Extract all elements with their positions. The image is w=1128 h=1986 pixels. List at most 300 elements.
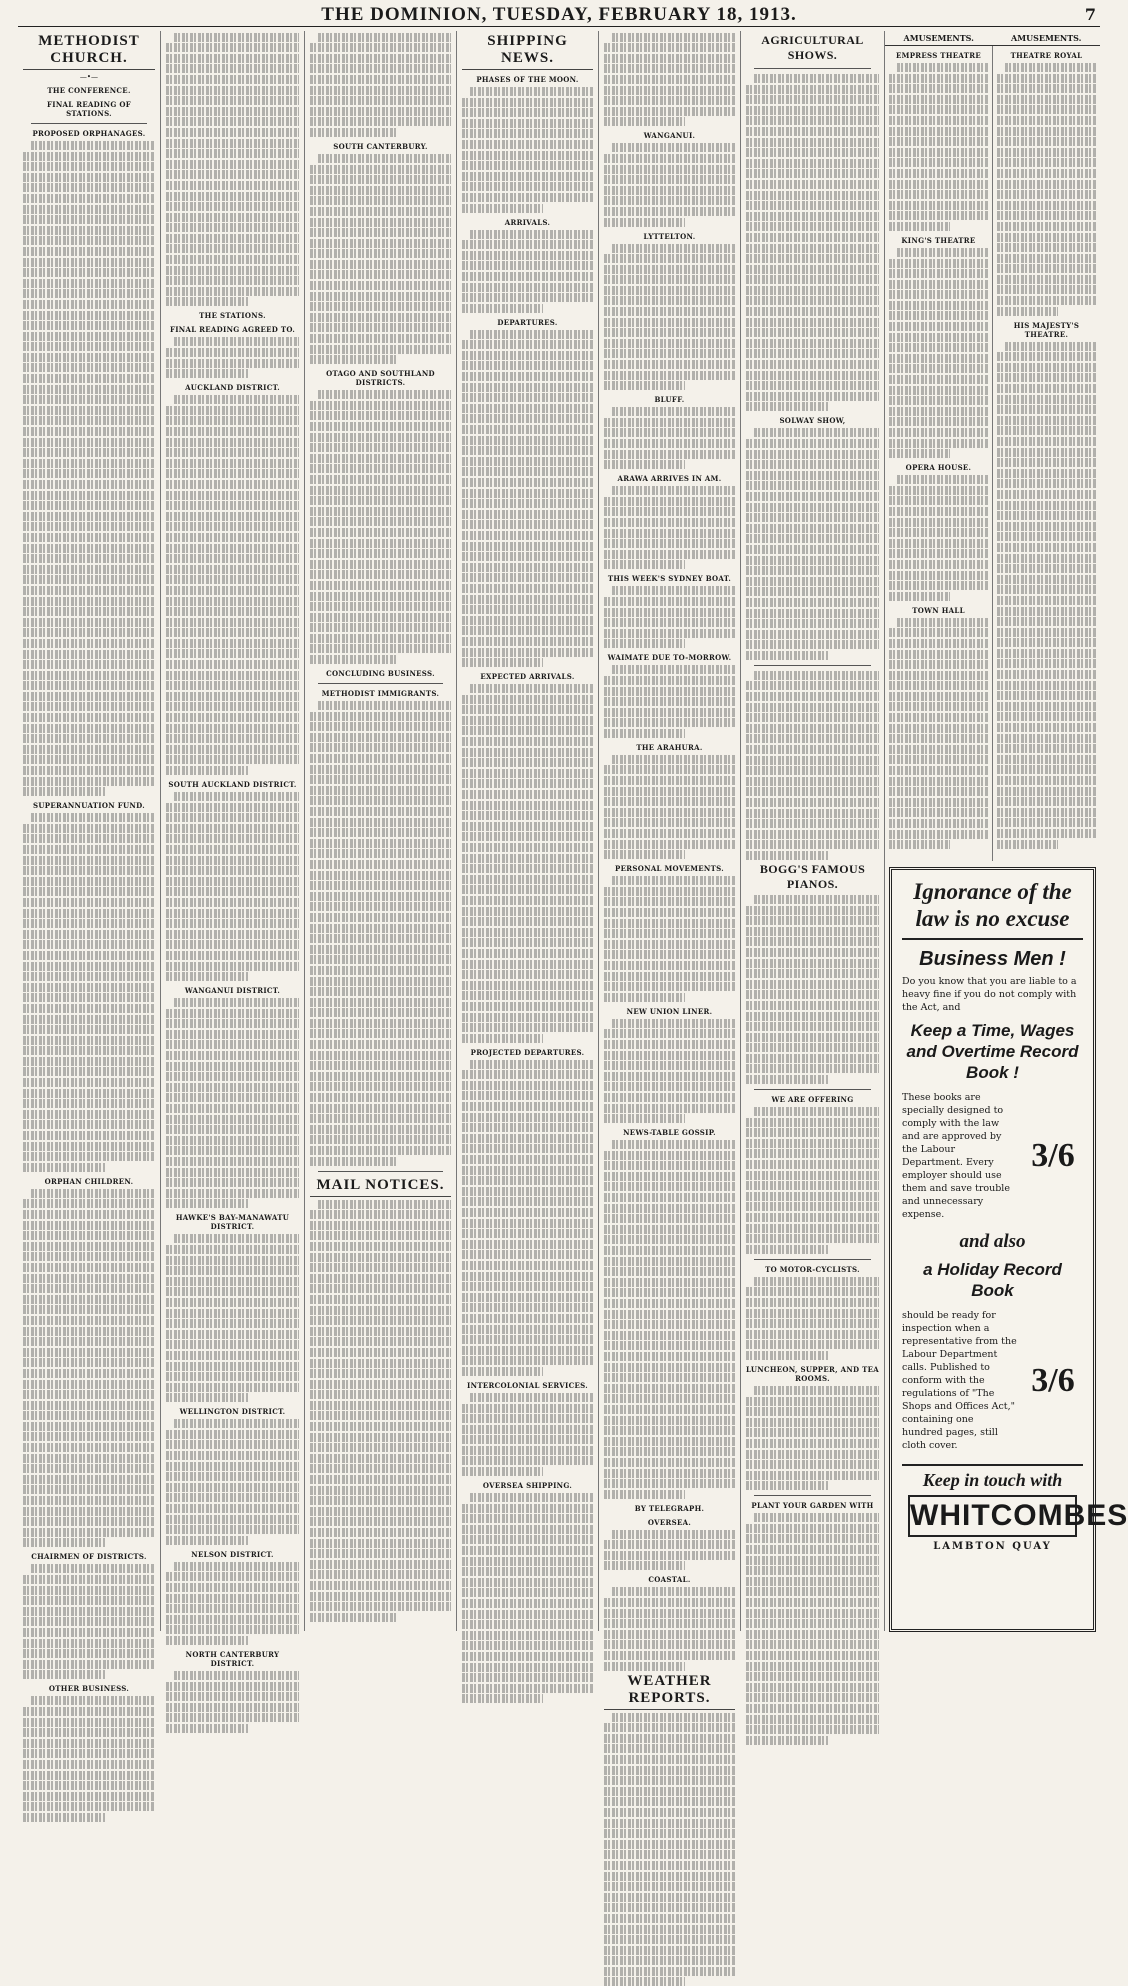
- text-line: [462, 542, 593, 551]
- text-line: [310, 644, 451, 653]
- text-line: [746, 1202, 879, 1211]
- text-line: [23, 300, 155, 309]
- text-line: [166, 448, 299, 457]
- text-line: [604, 776, 735, 785]
- text-line: [997, 628, 1096, 637]
- news-table-gossip-heading: NEWS-TABLE GOSSIP.: [623, 1128, 716, 1138]
- text-line: [604, 1956, 735, 1965]
- text-line: [889, 269, 988, 278]
- text-line: [462, 351, 593, 360]
- article-body: [604, 244, 735, 391]
- text-line: [166, 1625, 299, 1634]
- text-line: [997, 416, 1096, 425]
- text-line: [23, 1802, 155, 1811]
- text-line: [746, 148, 879, 157]
- text-line: [746, 1524, 879, 1533]
- text-line: [604, 972, 735, 981]
- text-line: [23, 215, 155, 224]
- article-body: [23, 1696, 155, 1822]
- text-line: [604, 1040, 735, 1049]
- text-line: [166, 1019, 299, 1028]
- text-line: [604, 1598, 735, 1607]
- text-line: [23, 639, 155, 648]
- text-line: [310, 1454, 451, 1463]
- text-line: [310, 1581, 451, 1590]
- text-line: [310, 733, 451, 742]
- text-line: [746, 296, 879, 305]
- text-line: [746, 990, 879, 999]
- text-line: [746, 360, 879, 369]
- text-line: [310, 722, 451, 731]
- text-line: [310, 924, 451, 933]
- mail-notices-heading: MAIL NOTICES.: [310, 1177, 451, 1197]
- text-line: [310, 1337, 451, 1346]
- text-line: [604, 887, 735, 896]
- text-line: [462, 695, 593, 704]
- text-line: [23, 586, 155, 595]
- text-line: [23, 734, 155, 743]
- text-line: [1005, 63, 1096, 72]
- divider: [318, 683, 443, 684]
- advert-price-row: [902, 1089, 1083, 1223]
- methodist-heading: METHODIST CHURCH.: [23, 33, 155, 70]
- text-line: [310, 249, 451, 258]
- text-line: [166, 1393, 248, 1402]
- advert-body: [997, 63, 1096, 316]
- text-line: [462, 737, 593, 746]
- text-line: [889, 396, 988, 405]
- text-line: [746, 1556, 879, 1565]
- text-line: [166, 575, 299, 584]
- text-line: [166, 533, 299, 542]
- text-line: [470, 1493, 593, 1502]
- text-line: [604, 1977, 685, 1986]
- advert-body: [746, 428, 879, 659]
- text-line: [462, 584, 593, 593]
- text-line: [166, 107, 299, 116]
- text-line: [746, 85, 879, 94]
- text-line: [462, 1166, 593, 1175]
- text-line: [462, 552, 593, 561]
- text-line: [166, 1583, 299, 1592]
- text-line: [23, 1369, 155, 1378]
- text-line: [166, 181, 299, 190]
- text-line: [310, 892, 451, 901]
- text-line: [889, 311, 988, 320]
- text-line: [310, 1040, 451, 1049]
- text-line: [997, 479, 1096, 488]
- text-line: [997, 307, 1058, 316]
- text-line: [746, 381, 879, 390]
- agricultural-shows-heading: AGRICULTURAL SHOWS.: [761, 33, 864, 62]
- text-line: [746, 1397, 879, 1406]
- text-line: [604, 1182, 735, 1191]
- text-line: [462, 1155, 593, 1164]
- text-line: [166, 96, 299, 105]
- text-line: [604, 1479, 735, 1488]
- text-line: [166, 266, 299, 275]
- text-line: [462, 1123, 593, 1132]
- text-line: [612, 586, 735, 595]
- text-line: [997, 787, 1096, 796]
- text-line: [23, 1443, 155, 1452]
- text-line: [166, 149, 299, 158]
- text-line: [23, 1781, 155, 1790]
- text-line: [462, 875, 593, 884]
- text-line: [746, 1319, 879, 1328]
- article-body: [310, 154, 451, 364]
- text-line: [23, 1358, 155, 1367]
- text-line: [166, 297, 248, 306]
- text-line: [604, 1734, 735, 1743]
- text-line: [997, 501, 1096, 510]
- text-line: [604, 797, 735, 806]
- advert-body: [746, 74, 879, 411]
- text-line: [889, 702, 988, 711]
- text-line: [23, 162, 155, 171]
- article-body: [604, 665, 735, 738]
- article-body: [462, 684, 593, 1043]
- text-line: [23, 480, 155, 489]
- text-line: [997, 437, 1096, 446]
- text-line: [746, 1022, 879, 1031]
- text-line: [166, 1051, 299, 1060]
- text-line: [746, 556, 879, 565]
- article-body: [462, 1493, 593, 1703]
- text-line: [166, 459, 299, 468]
- text-line: [23, 1274, 155, 1283]
- text-line: [23, 268, 155, 277]
- text-line: [23, 777, 155, 786]
- text-line: [23, 724, 155, 733]
- text-line: [310, 818, 451, 827]
- text-line: [604, 1320, 735, 1329]
- text-line: [604, 840, 735, 849]
- text-line: [746, 1160, 879, 1169]
- text-line: [604, 117, 685, 126]
- text-line: [462, 1652, 593, 1661]
- text-line: [604, 107, 735, 116]
- text-line: [889, 692, 988, 701]
- text-line: [604, 1447, 735, 1456]
- text-line: [166, 745, 299, 754]
- text-line: [746, 106, 879, 115]
- text-line: [23, 1046, 155, 1055]
- text-line: [746, 503, 879, 512]
- text-line: [23, 1411, 155, 1420]
- text-line: [166, 618, 299, 627]
- text-line: [166, 480, 299, 489]
- text-line: [746, 692, 879, 701]
- text-line: [746, 830, 879, 839]
- text-line: [166, 1309, 299, 1318]
- text-line: [604, 597, 735, 606]
- article-body: [23, 141, 155, 796]
- shipping-news-heading: SHIPPING NEWS.: [462, 33, 593, 70]
- text-line: [166, 1157, 299, 1166]
- text-line: [174, 33, 299, 42]
- text-line: [604, 186, 735, 195]
- advert-brand: WHITCOMBES: [908, 1495, 1077, 1537]
- text-line: [746, 169, 879, 178]
- text-line: [604, 950, 735, 959]
- amusements-left: [885, 46, 992, 861]
- text-line: [23, 533, 155, 542]
- text-line: [604, 929, 735, 938]
- text-line: [462, 98, 593, 107]
- text-line: [23, 1295, 155, 1304]
- text-line: [889, 650, 988, 659]
- tea-rooms-heading: LUNCHEON, SUPPER, AND TEA ROOMS.: [746, 1364, 880, 1383]
- text-line: [997, 490, 1096, 499]
- text-line: [462, 478, 593, 487]
- text-line: [310, 754, 451, 763]
- article-body: [166, 792, 299, 981]
- text-line: [746, 481, 879, 490]
- text-line: [604, 165, 735, 174]
- article-body: [166, 1562, 299, 1645]
- text-line: [462, 1282, 593, 1291]
- text-line: [310, 1114, 451, 1123]
- article-body: [462, 230, 593, 313]
- coastal-heading: COASTAL.: [648, 1575, 691, 1585]
- text-line: [604, 1246, 735, 1255]
- text-line: [746, 1298, 879, 1307]
- text-line: [889, 137, 988, 146]
- text-line: [23, 702, 155, 711]
- arawa-heading: ARAWA ARRIVES IN AM.: [617, 474, 722, 484]
- text-line: [462, 531, 593, 540]
- text-line: [23, 258, 155, 267]
- text-line: [23, 618, 155, 627]
- text-line: [166, 192, 299, 201]
- text-line: [746, 1725, 879, 1734]
- text-line: [746, 1640, 879, 1649]
- text-line: [310, 560, 451, 569]
- text-line: [462, 1144, 593, 1153]
- text-line: [997, 405, 1096, 414]
- text-line: [23, 522, 155, 531]
- text-line: [746, 948, 879, 957]
- text-line: [23, 951, 155, 960]
- text-line: [997, 384, 1096, 393]
- article-body: [604, 143, 735, 226]
- text-line: [997, 712, 1096, 721]
- text-line: [166, 1115, 299, 1124]
- text-line: [604, 1257, 735, 1266]
- text-line: [462, 1314, 593, 1323]
- text-line: [310, 1029, 451, 1038]
- text-line: [166, 565, 299, 574]
- text-line: [889, 158, 988, 167]
- text-line: [604, 539, 735, 548]
- text-line: [746, 339, 879, 348]
- text-line: [23, 1607, 155, 1616]
- text-line: [23, 226, 155, 235]
- text-line: [746, 1672, 879, 1681]
- text-line: [470, 87, 593, 96]
- text-line: [23, 766, 155, 775]
- text-line: [310, 270, 451, 279]
- text-line: [166, 1178, 299, 1187]
- text-line: [746, 1245, 828, 1254]
- text-line: [174, 1562, 299, 1571]
- article-body: [23, 1189, 155, 1548]
- text-line: [462, 283, 593, 292]
- text-line: [997, 765, 1096, 774]
- text-line: [746, 116, 879, 125]
- text-line: [310, 1592, 451, 1601]
- text-line: [746, 609, 879, 618]
- text-line: [462, 637, 593, 646]
- text-line: [604, 629, 735, 638]
- text-line: [889, 766, 988, 775]
- text-line: [889, 745, 988, 754]
- text-line: [462, 425, 593, 434]
- text-line: [604, 908, 735, 917]
- text-line: [23, 1401, 155, 1410]
- text-line: [462, 616, 593, 625]
- text-line: [318, 1200, 451, 1209]
- advert-footer: [902, 1464, 1128, 1552]
- text-line: [746, 1075, 828, 1084]
- text-line: [604, 460, 685, 469]
- text-line: [166, 1636, 248, 1645]
- text-line: [746, 254, 879, 263]
- text-line: [310, 496, 451, 505]
- text-line: [997, 137, 1096, 146]
- text-line: [889, 439, 988, 448]
- text-line: [310, 1560, 451, 1569]
- text-line: [997, 575, 1096, 584]
- text-line: [889, 819, 988, 828]
- text-line: [310, 1125, 451, 1134]
- text-line: [166, 813, 299, 822]
- text-line: [462, 1250, 593, 1259]
- text-line: [310, 507, 451, 516]
- text-line: [310, 623, 451, 632]
- text-line: [746, 980, 879, 989]
- text-line: [604, 1787, 735, 1796]
- text-line: [310, 987, 451, 996]
- text-line: [23, 1163, 105, 1172]
- text-line: [889, 671, 988, 680]
- text-line: [174, 998, 299, 1007]
- text-line: [604, 450, 735, 459]
- text-line: [23, 755, 155, 764]
- text-line: [310, 1475, 451, 1484]
- text-line: [889, 681, 988, 690]
- final-reading-heading: FINAL READING OF STATIONS.: [46, 100, 132, 118]
- text-line: [310, 1221, 451, 1230]
- text-line: [889, 428, 988, 437]
- text-line: [604, 1640, 735, 1649]
- text-line: [23, 469, 155, 478]
- text-line: [23, 289, 155, 298]
- text-line: [604, 1267, 735, 1276]
- text-line: [166, 1330, 299, 1339]
- text-line: [462, 1091, 593, 1100]
- text-line: [310, 75, 451, 84]
- conference-heading: THE CONFERENCE.: [47, 86, 131, 95]
- text-line: [310, 313, 451, 322]
- text-line: [997, 285, 1096, 294]
- text-line: [604, 318, 735, 327]
- text-line: [746, 392, 879, 401]
- text-line: [604, 1394, 735, 1403]
- text-line: [310, 1570, 451, 1579]
- text-line: [462, 1303, 593, 1312]
- text-line: [604, 618, 735, 627]
- text-line: [746, 766, 879, 775]
- text-line: [310, 196, 451, 205]
- text-line: [997, 243, 1096, 252]
- text-line: [889, 417, 988, 426]
- text-line: [746, 1481, 828, 1490]
- text-line: [23, 681, 155, 690]
- text-line: [746, 1139, 879, 1148]
- text-line: [310, 1242, 451, 1251]
- article-body: [462, 1060, 593, 1376]
- text-line: [604, 829, 735, 838]
- text-line: [166, 919, 299, 928]
- text-line: [174, 1419, 299, 1428]
- text-line: [310, 807, 451, 816]
- text-line: [23, 321, 155, 330]
- text-line: [997, 522, 1096, 531]
- text-line: [462, 393, 593, 402]
- text-line: [746, 1054, 879, 1063]
- text-line: [604, 175, 735, 184]
- text-line: [310, 355, 397, 364]
- divider: [754, 1259, 871, 1260]
- moon-phases-heading: PHASES OF THE MOON.: [476, 75, 579, 84]
- text-line: [23, 1728, 155, 1737]
- text-line: [604, 919, 735, 928]
- text-line: [462, 1176, 593, 1185]
- advert-body: [889, 475, 988, 601]
- nelson-district-heading: NELSON DISTRICT.: [191, 1549, 274, 1559]
- text-line: [462, 172, 593, 181]
- text-line: [23, 628, 155, 637]
- text-line: [166, 803, 299, 812]
- text-line: [166, 1430, 299, 1439]
- advert-paragraph: These books are specially designed to comply with the law and are approved by the Labour Department. Every employer should use them and save trouble and unnecessary expense.: [902, 1092, 1010, 1220]
- text-line: [612, 1530, 735, 1539]
- text-line: [604, 54, 735, 63]
- advert-price: 3/6: [1031, 1137, 1075, 1174]
- text-line: [462, 970, 593, 979]
- text-line: [462, 1081, 593, 1090]
- divider: [754, 665, 871, 666]
- text-line: [310, 1295, 451, 1304]
- text-line: [997, 649, 1096, 658]
- article-body: [166, 395, 299, 775]
- text-line: [746, 1149, 879, 1158]
- text-line: [754, 1107, 879, 1116]
- text-line: [997, 190, 1096, 199]
- text-line: [746, 724, 879, 733]
- text-line: [604, 808, 735, 817]
- orphan-children-heading: ORPHAN CHILDREN.: [44, 1176, 134, 1186]
- text-line: [462, 854, 593, 863]
- text-line: [997, 797, 1096, 806]
- text-line: [166, 702, 299, 711]
- text-line: [604, 787, 735, 796]
- text-line: [310, 765, 451, 774]
- text-line: [310, 165, 451, 174]
- amusements-heading-right: AMUSEMENTS.: [993, 31, 1101, 46]
